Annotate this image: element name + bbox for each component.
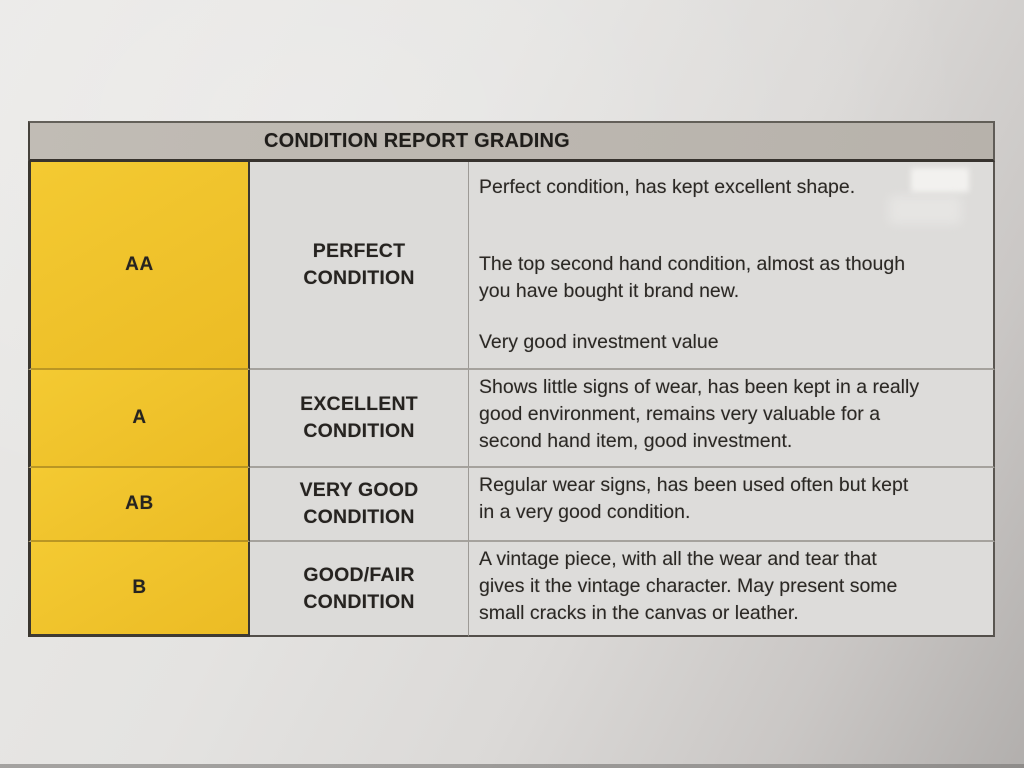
description-cell-perfect: [468, 162, 995, 370]
condition-label-line: GOOD/FAIR: [303, 563, 415, 586]
description-paragraph: The top second hand condition, almost as though you have bought it brand new.: [479, 253, 906, 302]
description-cell-very-good: [468, 468, 995, 542]
paper-correction-patch: [889, 196, 961, 224]
condition-label-line: PERFECT: [312, 240, 406, 262]
grade-label: A: [132, 407, 147, 428]
description-cell-excellent: [468, 370, 995, 468]
table-header-row: [28, 121, 995, 162]
grade-label: AA: [125, 254, 154, 275]
condition-label-line: CONDITION: [303, 506, 415, 528]
description-paragraph: Perfect condition, has kept excellent shape.: [479, 176, 856, 198]
condition-label-line: VERY GOOD: [299, 479, 419, 501]
description-paragraph: Shows little signs of wear, has been kept in a really good environment, remains very valuable for a second hand item, good investment.: [479, 376, 920, 452]
condition-cell-excellent: [250, 370, 468, 468]
grade-cell-a: [28, 370, 250, 468]
grade-cell-ab: [28, 468, 250, 542]
description-paragraph: A vintage piece, with all the wear and tear that gives it the vintage character. May present some small cracks in the canvas or leather.: [479, 548, 898, 624]
photo-bottom-edge: [0, 764, 1024, 768]
condition-cell-good-fair: [250, 542, 468, 637]
condition-label-line: CONDITION: [303, 420, 415, 442]
paper-correction-patch: [911, 168, 969, 192]
condition-label-line: CONDITION: [303, 267, 415, 289]
grade-cell-aa: [28, 162, 250, 370]
condition-label-line: EXCELLENT: [300, 393, 418, 415]
description-cell-good-fair: [468, 542, 995, 637]
table-title: CONDITION REPORT GRADING: [264, 129, 570, 152]
grade-cell-b: [28, 542, 250, 637]
condition-cell-perfect: [250, 162, 468, 370]
grade-label: B: [132, 577, 147, 598]
grade-label: AB: [125, 493, 154, 514]
description-paragraph: Regular wear signs, has been used often but kept in a very good condition.: [479, 474, 909, 523]
description-paragraph: Very good investment value: [479, 331, 719, 353]
condition-cell-very-good: [250, 468, 468, 542]
condition-label-line: CONDITION: [303, 590, 415, 613]
condition-grading-table: [28, 121, 995, 637]
